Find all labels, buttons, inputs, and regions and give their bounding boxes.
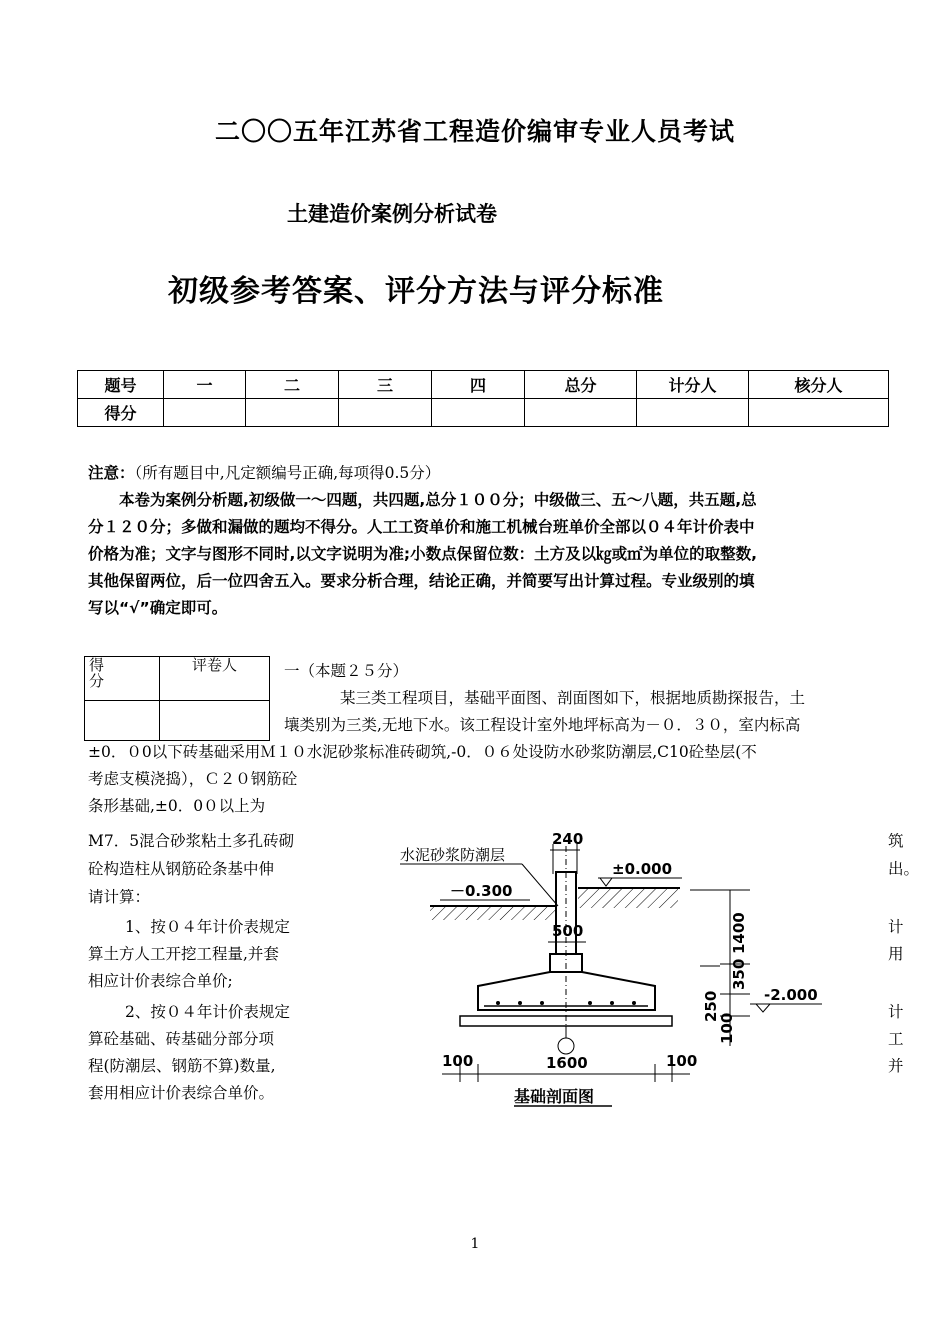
score-header-cell: 题号	[78, 371, 164, 399]
rebar-dot	[496, 1001, 500, 1005]
notes-paragraph-cont	[88, 514, 910, 622]
rebar-dot	[518, 1001, 522, 1005]
question1-item: 工	[888, 1030, 904, 1048]
score-header-cell: 一	[164, 371, 246, 399]
question1-line: ±0．０0以下砖基础采用Ｍ１０水泥砂浆标准砖砌筑,-0．０６处设防水砂浆防潮层,C10砼垫层(不	[88, 743, 757, 761]
score-header-cell: 核分人	[749, 371, 889, 399]
ground-right	[578, 888, 678, 908]
dim-100-vertical: 100	[718, 1012, 736, 1044]
dim-250: 250	[702, 990, 720, 1022]
page-number: 1	[470, 1236, 480, 1252]
score-input-cell[interactable]	[246, 399, 339, 427]
question1-line: 壤类别为三类,无地下水。该工程设计室外地坪标高为－０．３０，室内标高	[284, 716, 801, 734]
dim-500: 500	[552, 922, 584, 940]
dim-240: 240	[552, 830, 584, 848]
score-header-cell: 四	[432, 371, 525, 399]
dim-100-right: 100	[666, 1052, 698, 1070]
question1-item: 1、按０４年计价表规定	[125, 918, 290, 936]
notes-para-line: 本卷为案例分析题,初级做一～四题，共四题,总分１００分；中级做三、五～八题，共五题,总	[119, 491, 757, 509]
rebar-dot	[610, 1001, 614, 1005]
notes-paragraph	[88, 487, 910, 514]
notes-line	[88, 460, 910, 487]
question1-line: 条形基础,±0．0０以上为	[88, 797, 266, 815]
ground-left	[430, 906, 555, 920]
question1-line: 考虑支模浇捣），Ｃ２０钢筋砼	[88, 770, 298, 788]
notes-section	[88, 460, 910, 622]
question1-line: 请计算：	[88, 888, 151, 906]
question1-item: 2、按０４年计价表规定	[125, 1003, 290, 1021]
question1-item: 并	[888, 1057, 904, 1075]
score-input-cell[interactable]	[749, 399, 889, 427]
notes-label: 注意：	[88, 464, 135, 482]
question1-item: 用	[888, 945, 904, 963]
paper-subtitle: 土建造价案例分析试卷	[287, 202, 497, 226]
question1-item: 套用相应计价表综合单价。	[88, 1084, 275, 1102]
question1-item: 计	[888, 918, 904, 936]
score-table-score-row	[78, 399, 889, 427]
score-row-label: 得分	[78, 399, 164, 427]
elev-m2000-label: -2.000	[764, 986, 818, 1004]
score-header-cell: 计分人	[637, 371, 749, 399]
notes-para-line: 其他保留两位，后一位四舍五入。要求分析合理，结论正确，并简要写出计算过程。专业级别的填	[88, 572, 755, 590]
dpc-label: 水泥砂浆防潮层	[400, 846, 506, 864]
score-input-cell[interactable]	[637, 399, 749, 427]
question1-line: M7．5混合砂浆粘土多孔砖砌	[88, 832, 295, 850]
rebar-dot	[540, 1001, 544, 1005]
elev-m2000-marker	[756, 1004, 770, 1012]
question1-line: 砼构造柱从钢筋砼条基中伸	[88, 860, 275, 878]
grader-score-text: 得分	[89, 656, 105, 690]
rebar-dot	[588, 1001, 592, 1005]
question1-item: 相应计价表综合单价;	[88, 972, 233, 990]
dim-1600: 1600	[546, 1054, 588, 1072]
question1-item: 算土方人工开挖工程量,并套	[88, 945, 279, 963]
score-header-cell: 二	[246, 371, 339, 399]
question1-line: 出。	[888, 860, 920, 878]
question1-item: 程(防潮层、钢筋不算)数量,	[88, 1057, 276, 1075]
elev-000-marker	[600, 878, 612, 886]
foundation-section-figure	[390, 826, 850, 1110]
dim-350: 350	[730, 958, 748, 990]
score-table	[77, 370, 889, 427]
exam-title: 二〇〇五年江苏省工程造价编审专业人员考试	[214, 117, 735, 146]
dim-100-left: 100	[442, 1052, 474, 1070]
score-input-cell[interactable]	[432, 399, 525, 427]
question1-item: 算砼基础、砖基础分部分项	[88, 1030, 275, 1048]
dim-1400: 1400	[730, 912, 748, 954]
score-header-cell: 总分	[525, 371, 637, 399]
notes-para-line: 分１２０分；多做和漏做的题均不得分。人工工资单价和施工机械台班单价全部以０４年计价表中	[88, 518, 755, 536]
score-header-cell: 三	[339, 371, 432, 399]
grader-score-input[interactable]	[85, 701, 160, 741]
axis-bubble	[558, 1038, 574, 1054]
elev-000-label: ±0.000	[612, 860, 673, 878]
score-input-cell[interactable]	[339, 399, 432, 427]
elev-m0300-label: －0.300	[450, 882, 513, 900]
question1-line: 某三类工程项目，基础平面图、剖面图如下，根据地质勘探报告，土	[340, 689, 806, 707]
notes-para-line: 写以“√”确定即可。	[88, 599, 228, 617]
grader-score-label	[85, 657, 160, 701]
answer-title: 初级参考答案、评分方法与评分标准	[168, 274, 664, 309]
figure-caption: 基础剖面图	[514, 1087, 595, 1106]
notes-para-line: 价格为准；文字与图形不同时,以文字说明为准;小数点保留位数：土方及以㎏或㎡为单位的取整数,	[88, 545, 757, 563]
notes-paren: （所有题目中,凡定额编号正确,每项得0.5分）	[134, 464, 441, 482]
grader-name-input[interactable]	[160, 701, 270, 741]
question1-item: 计	[888, 1003, 904, 1021]
grader-box	[84, 656, 270, 741]
score-input-cell[interactable]	[164, 399, 246, 427]
grader-name-label: 评卷人	[160, 657, 270, 701]
score-table-header-row	[78, 371, 889, 399]
question1-heading: 一（本题２５分）	[284, 662, 409, 680]
question1-line: 筑	[888, 832, 904, 850]
score-input-cell[interactable]	[525, 399, 637, 427]
rebar-dot	[632, 1001, 636, 1005]
